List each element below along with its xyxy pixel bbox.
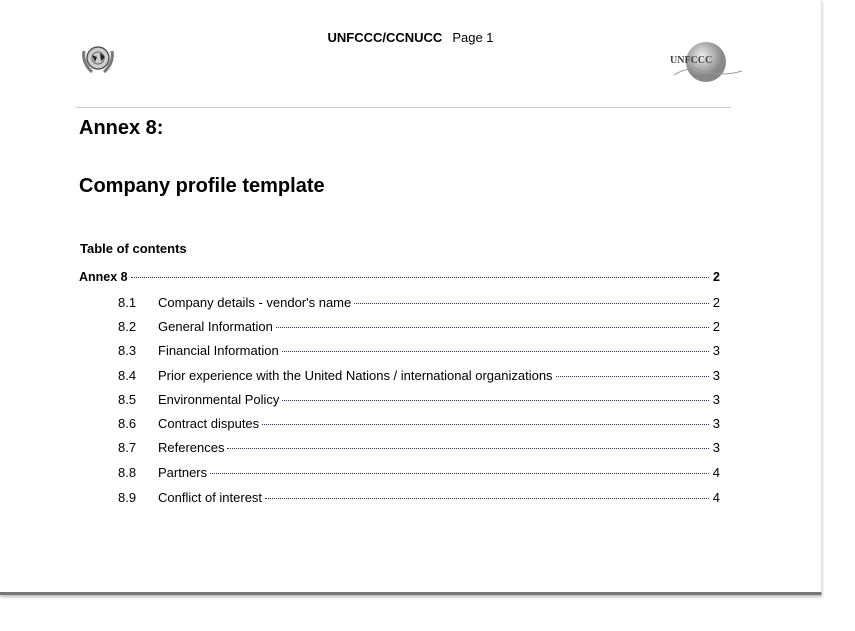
toc-entry[interactable]: [79, 343, 720, 361]
toc-page: 3: [712, 368, 720, 383]
toc-label: Prior experience with the United Nations / international organizations: [158, 368, 553, 383]
toc-number: 8.4: [118, 368, 137, 383]
toc-label: Annex 8: [79, 270, 128, 284]
toc-entry[interactable]: [79, 440, 720, 458]
doc-code: UNFCCC/CCNUCC: [327, 30, 443, 45]
toc-leader: [210, 473, 709, 474]
toc-label: Conflict of interest: [158, 490, 263, 505]
toc-page: 4: [712, 490, 720, 505]
toc-leader: [265, 498, 709, 499]
toc-entry[interactable]: [79, 295, 720, 313]
toc-leader: [282, 400, 709, 401]
toc-page: 3: [712, 392, 720, 407]
svg-text:UNFCCC: UNFCCC: [670, 55, 713, 66]
page-title: Company profile template: [79, 175, 325, 197]
toc-number: 8.8: [118, 465, 137, 480]
toc-leader: [354, 303, 709, 304]
toc-entry[interactable]: [79, 392, 720, 410]
toc-number: 8.6: [118, 416, 137, 431]
toc-label: General Information: [158, 319, 273, 334]
toc-page: 3: [712, 416, 720, 431]
toc-page: 4: [712, 465, 720, 480]
toc-number: 8.2: [118, 319, 137, 334]
annex-heading: Annex 8:: [79, 117, 164, 139]
toc-label: Environmental Policy: [158, 392, 280, 407]
toc-entry[interactable]: [79, 416, 720, 434]
toc-page: 2: [712, 295, 720, 310]
toc-label: Partners: [158, 465, 208, 480]
toc-page: 3: [712, 343, 720, 358]
toc-entry[interactable]: [79, 319, 720, 337]
toc-label: Financial Information: [158, 343, 279, 358]
toc-label: Company details - vendor's name: [158, 295, 352, 310]
toc-heading: Table of contents: [80, 241, 187, 256]
toc-entry[interactable]: [79, 465, 720, 483]
toc-page: 2: [713, 270, 720, 284]
toc-leader: [556, 376, 709, 377]
toc-number: 8.1: [118, 295, 137, 310]
toc-leader: [131, 277, 709, 278]
un-emblem-icon: [78, 41, 118, 77]
toc-page: 2: [712, 319, 720, 334]
toc-number: 8.5: [118, 392, 137, 407]
toc-page: 3: [712, 440, 720, 455]
page-number: Page 1: [452, 30, 494, 45]
toc-leader: [276, 327, 709, 328]
toc-entry-annex[interactable]: [79, 270, 720, 288]
toc-leader: [227, 448, 709, 449]
unfccc-logo: [666, 41, 742, 83]
toc-entry[interactable]: [79, 368, 720, 386]
toc-entry[interactable]: [79, 490, 720, 508]
toc-leader: [282, 351, 709, 352]
toc-label: References: [158, 440, 225, 455]
toc-number: 8.9: [118, 490, 137, 505]
toc-number: 8.7: [118, 440, 137, 455]
toc-number: 8.3: [118, 343, 137, 358]
header-rule: [76, 107, 731, 108]
toc-label: Contract disputes: [158, 416, 260, 431]
toc-leader: [262, 424, 709, 425]
